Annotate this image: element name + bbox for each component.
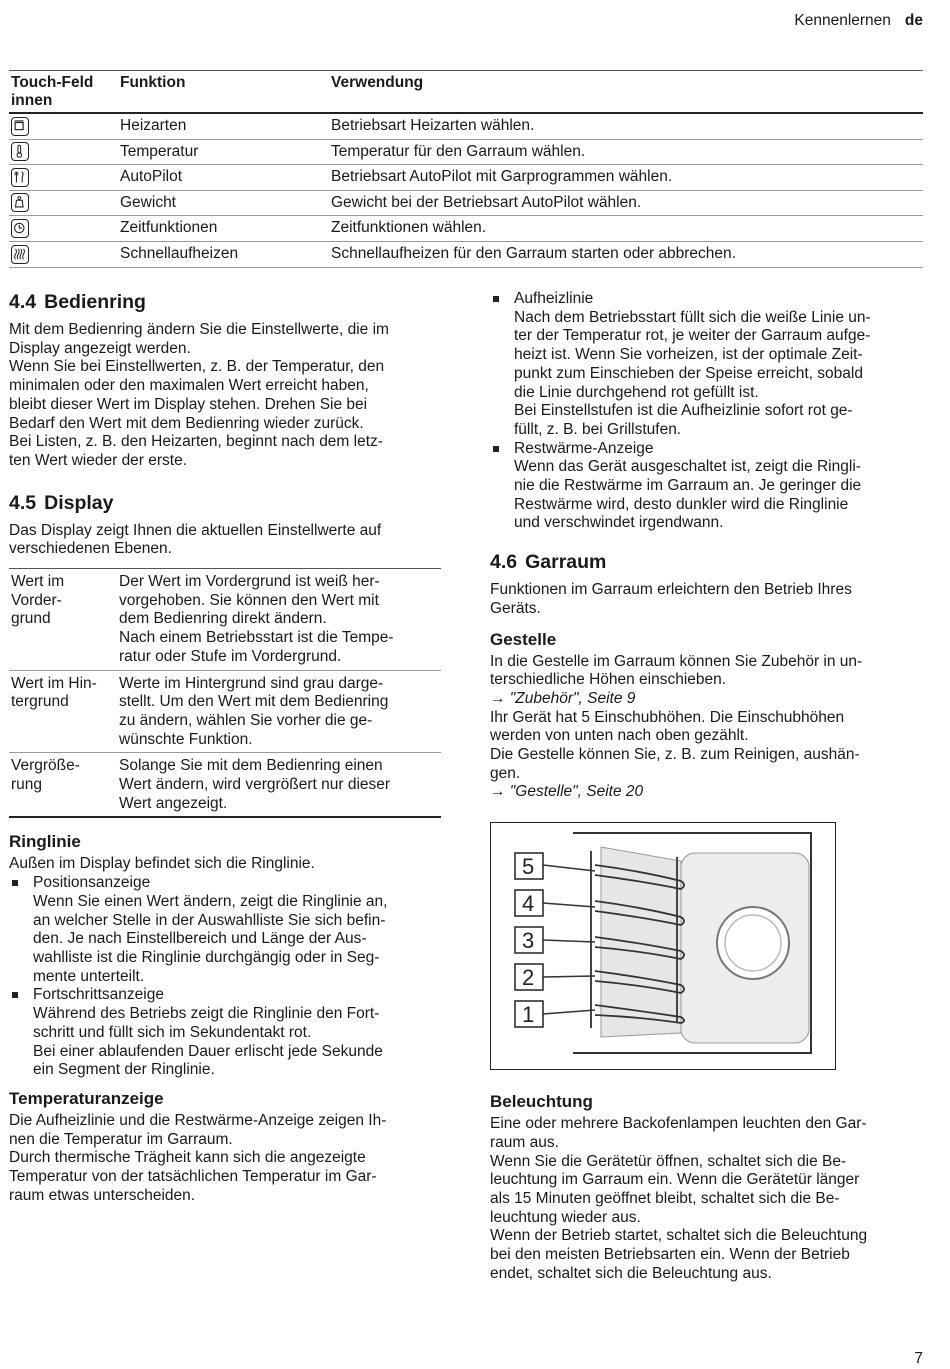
table-row: Wert im Hin- tergrund Werte im Hintergrund sind grau darge- stellt. Um den Wert mit dem Bedienring zu ändern, wählen Sie vorher die ge- wünschte Funktion. bbox=[9, 671, 441, 754]
section-4-5-body: Das Display zeigt Ihnen die aktuellen Einstellwerte auf verschiedenen Ebenen. bbox=[9, 521, 382, 558]
section-4-5-heading: 4.5 Display bbox=[9, 491, 114, 514]
weight-icon bbox=[11, 193, 29, 212]
rack-level-label: 4 bbox=[522, 891, 535, 917]
table-row bbox=[9, 114, 923, 140]
temperaturanzeige-body: Die Aufheizlinie und die Restwärme-Anzeige zeigen Ih- nen die Temperatur im Garraum. Durch thermische Trägheit kann sich die angezeigte Temperatur von der tatsächlichen Temperatur im Gar- raum etwas unterscheiden. bbox=[9, 1111, 387, 1204]
rack-level-label: 3 bbox=[522, 928, 535, 954]
row-verwendung: Temperatur für den Garraum wählen. bbox=[331, 142, 586, 160]
touch-field-table bbox=[9, 70, 923, 268]
row-funktion: Gewicht bbox=[120, 193, 176, 211]
temperaturanzeige-heading: Temperaturanzeige bbox=[9, 1088, 164, 1108]
table-row: Vergröße- rung Solange Sie mit dem Bedienring einen Wert ändern, wird vergrößert nur dieser Wert angezeigt. bbox=[9, 753, 441, 818]
beleuchtung-body: Eine oder mehrere Backofenlampen leuchten den Gar- raum aus. Wenn Sie die Gerätetür öffnen, schaltet sich die Be- leuchtung im Garraum ein. Wenn die Gerätetür länger als 15 Minuten geöffnet bleibt, schaltet sich die Be- leuchtung wieder aus. Wenn der Betrieb startet, schaltet sich die Beleuchtung bei den meisten Betriebsarten ein. Wenn der Betrieb endet, schaltet sich die Beleuchtung aus. bbox=[490, 1115, 868, 1282]
table-row: Wert im Vorder- grund Der Wert im Vordergrund ist weiß her- vorgehoben. Sie können den Wert mit dem Bedienring direkt ändern. Nach einem Betriebsstart ist die Tempe- ratur oder Stufe im Vordergrund. bbox=[9, 569, 441, 671]
rack-level-label: 5 bbox=[522, 854, 535, 880]
row-funktion: AutoPilot bbox=[120, 168, 183, 186]
header-funktion: Funktion bbox=[120, 74, 186, 91]
table-row bbox=[9, 216, 923, 242]
section-4-6-body: Funktionen im Garraum erleichtern den Betrieb Ihres Geräts. bbox=[490, 581, 852, 617]
row-funktion: Zeitfunktionen bbox=[120, 219, 218, 237]
ringlinie-intro: Außen im Display befindet sich die Ringlinie. bbox=[9, 855, 315, 873]
list-item: Positionsanzeige Wenn Sie einen Wert ändern, zeigt die Ringlinie an, an welcher Stelle in der Auswahlliste Sie sich befin- den. Je nach Einstellbereich und Länge der Aus- wahlliste ist die Ringlinie durchgängig oder in Seg- mente unterteilt. bbox=[9, 874, 441, 986]
header-verwendung: Verwendung bbox=[331, 74, 424, 91]
ringlinie-heading: Ringlinie bbox=[9, 832, 81, 852]
rack-illustration bbox=[491, 823, 835, 1069]
row-funktion: Heizarten bbox=[120, 116, 187, 134]
row-funktion: Temperatur bbox=[120, 142, 199, 160]
table-row bbox=[9, 165, 923, 191]
rapid-heat-icon bbox=[11, 245, 29, 264]
running-header bbox=[794, 12, 923, 31]
thermometer-icon bbox=[11, 142, 29, 161]
list-item: Aufheizlinie Nach dem Betriebsstart füllt sich die weiße Linie un- ter der Temperatur rot, je weiter der Garraum aufge- heizt ist. Wenn Sie vorheizen, ist der optimale Zeit- punkt zum Einschieben der Speise erreicht, sobald die Linie durchgehend rot gefüllt ist. Bei Einstellstufen ist die Aufheizlinie sofort rot ge- füllt, z. B. bei Grillstufen. bbox=[490, 290, 922, 440]
cutlery-icon bbox=[11, 168, 29, 187]
header-touch-feld: Touch-Feld innen bbox=[11, 74, 94, 109]
row-verwendung: Betriebsart AutoPilot mit Garprogrammen wählen. bbox=[331, 168, 673, 186]
table-header bbox=[9, 71, 923, 114]
oven-rack-figure bbox=[490, 822, 836, 1070]
header-section: Kennenlernen bbox=[794, 12, 891, 29]
left-column bbox=[9, 290, 441, 1205]
display-table bbox=[9, 568, 441, 818]
gestelle-body: In die Gestelle im Garraum können Sie Zubehör in un- terschiedliche Höhen einschieben. → "Zubehör", Seite 9 Ihr Gerät hat 5 Einschubhöhen. Die Einschubhöhen werden von unten nach oben gezählt. Die Gestelle können Sie, z. B. zum Reinigen, aushän- gen. → "Gestelle", Seite 20 bbox=[490, 653, 922, 803]
right-column bbox=[490, 290, 922, 1284]
rack-level-label: 2 bbox=[522, 965, 535, 991]
section-4-6-heading: 4.6 Garraum bbox=[490, 551, 607, 574]
gestelle-heading: Gestelle bbox=[490, 629, 557, 649]
row-verwendung: Betriebsart Heizarten wählen. bbox=[331, 116, 535, 134]
rack-level-label: 1 bbox=[522, 1002, 535, 1028]
page-number: 7 bbox=[914, 1350, 923, 1367]
row-funktion: Schnellaufheizen bbox=[120, 244, 239, 262]
link-gestelle[interactable]: → "Gestelle", Seite 20 bbox=[490, 783, 644, 801]
header-language: de bbox=[904, 12, 923, 29]
row-verwendung: Schnellaufheizen für den Garraum starten oder abbrechen. bbox=[331, 244, 736, 262]
section-4-4-heading: 4.4 Bedienring bbox=[9, 291, 146, 313]
beleuchtung-heading: Beleuchtung bbox=[490, 1092, 593, 1112]
table-row bbox=[9, 242, 923, 268]
section-4-4-body: Mit dem Bedienring ändern Sie die Einstellwerte, die im Display angezeigt werden. Wenn Sie bei Einstellwerten, z. B. der Temperatur, den minimalen oder den maximalen Wert erreicht haben, bleibt dieser Wert im Display stehen. Drehen Sie bei Bedarf den Wert mit dem Bedienring wieder zurück. Bei Listen, z. B. den Heizarten, beginnt nach dem letz- ten Wert wieder der erste. bbox=[9, 321, 389, 469]
row-verwendung: Zeitfunktionen wählen. bbox=[331, 219, 487, 237]
row-verwendung: Gewicht bei der Betriebsart AutoPilot wählen. bbox=[331, 193, 642, 211]
list-item: Fortschrittsanzeige Während des Betriebs zeigt die Ringlinie den Fort- schritt und füllt sich im Sekundentakt rot. Bei einer ablaufenden Dauer erlischt jede Sekunde ein Segment der Ringlinie. bbox=[9, 986, 441, 1080]
oven-icon bbox=[11, 117, 29, 136]
link-zubehoer[interactable]: → "Zubehör", Seite 9 bbox=[490, 689, 636, 707]
table-row bbox=[9, 140, 923, 166]
list-item: Restwärme-Anzeige Wenn das Gerät ausgeschaltet ist, zeigt die Ringli- nie die Restwärme im Garraum an. Je geringer die Restwärme wird, desto dunkler wird die Ringlinie und verschwindet irgendwann. bbox=[490, 440, 922, 534]
clock-icon bbox=[11, 219, 29, 238]
table-row bbox=[9, 191, 923, 217]
